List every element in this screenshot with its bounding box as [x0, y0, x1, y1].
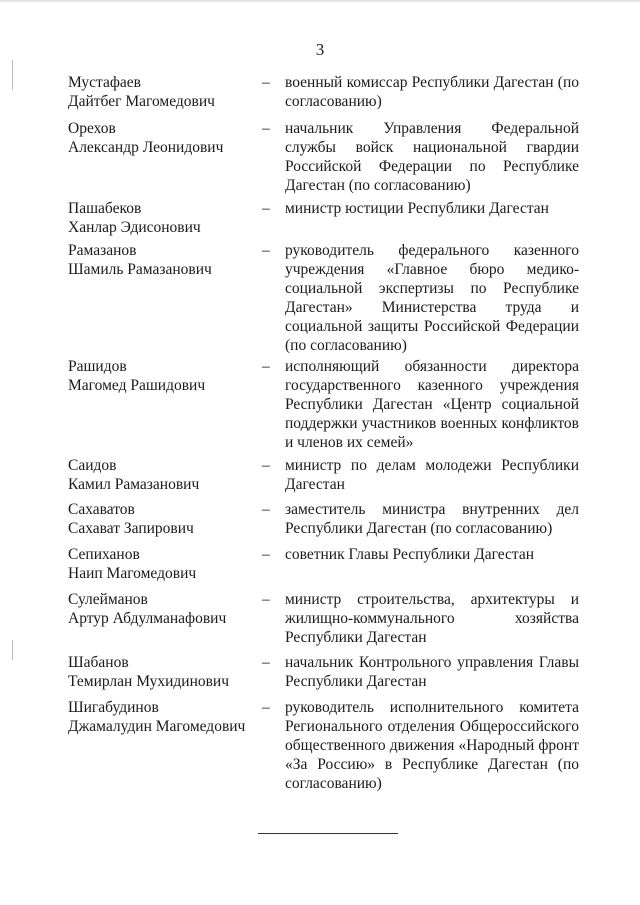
role-text: исполняющий обязанности директора государственного казенного учреждения Республики Дагестан «Центр социальной поддержки участников военных конфликтов и членов их семей» [285, 358, 579, 451]
surname: Сахаватов [68, 501, 135, 518]
surname: Сепиханов [68, 546, 140, 563]
given-name: Сахават Запирович [68, 520, 194, 537]
surname: Рамазанов [68, 242, 137, 259]
given-name: Артур Абдулманафович [68, 610, 227, 627]
dash: – [262, 546, 270, 563]
margin-mark [12, 640, 13, 660]
dash: – [262, 654, 270, 671]
person-name [68, 545, 263, 583]
margin-mark [12, 60, 13, 90]
dash: – [262, 699, 270, 716]
role-text: военный комиссар Республики Дагестан (по согласованию) [285, 74, 579, 110]
surname: Сулейманов [68, 591, 148, 608]
scan-edge [0, 0, 640, 3]
end-divider [258, 833, 398, 834]
person-name [68, 199, 263, 237]
role-text: советник Главы Республики Дагестан [285, 546, 535, 563]
surname: Шабанов [68, 654, 129, 671]
person-name [68, 500, 263, 538]
dash: – [262, 200, 270, 217]
dash: – [262, 358, 270, 375]
dash: – [262, 242, 270, 259]
surname: Орехов [68, 120, 116, 137]
given-name: Камил Рамазанович [68, 476, 200, 493]
given-name: Наип Магомедович [68, 565, 197, 582]
role-text: министр юстиции Республики Дагестан [285, 200, 549, 217]
dash: – [262, 120, 270, 137]
given-name: Шамиль Рамазанович [68, 261, 212, 278]
dash: – [262, 591, 270, 608]
role-text: министр по делам молодежи Республики Дагестан [285, 457, 579, 493]
dash: – [262, 501, 270, 518]
dash: – [262, 457, 270, 474]
surname: Мустафаев [68, 74, 141, 91]
role-text: начальник Контрольного управления Главы Республики Дагестан [285, 654, 579, 690]
person-name [68, 590, 263, 628]
role-text: заместитель министра внутренних дел Республики Дагестан (по согласованию) [285, 501, 579, 537]
person-name [68, 73, 263, 111]
person-name [68, 119, 263, 157]
person-name [68, 456, 263, 494]
given-name: Ханлар Эдисонович [68, 219, 201, 236]
person-name [68, 357, 263, 395]
surname: Пашабеков [68, 200, 142, 217]
surname: Шигабудинов [68, 699, 159, 716]
person-name [68, 698, 263, 736]
person-name [68, 241, 263, 279]
given-name: Магомед Рашидович [68, 377, 206, 394]
given-name: Джамалудин Магомедович [68, 718, 246, 735]
given-name: Темирлан Мухидинович [68, 673, 230, 690]
person-name [68, 653, 263, 691]
dash: – [262, 74, 270, 91]
given-name: Дайтбег Магомедович [68, 93, 215, 110]
given-name: Александр Леонидович [68, 139, 224, 156]
role-text: руководитель федерального казенного учреждения «Главное бюро медико-социальной экспертизы по Республике Дагестан» Министерства труда и социальной защиты Российской Федерации (по согласованию) [285, 242, 579, 354]
surname: Саидов [68, 457, 117, 474]
page-number: 3 [315, 40, 325, 59]
role-text: министр строительства, архитектуры и жилищно-коммунального хозяйства Республики Дагестан [285, 591, 579, 646]
surname: Рашидов [68, 358, 127, 375]
role-text: руководитель исполнительного комитета Регионального отделения Общероссийского общественного движения «Народный фронт «За Россию» в Республике Дагестан (по согласованию) [285, 699, 579, 792]
role-text: начальник Управления Федеральной службы войск национальной гвардии Российской Федерации по Республике Дагестан (по согласованию) [285, 120, 579, 194]
